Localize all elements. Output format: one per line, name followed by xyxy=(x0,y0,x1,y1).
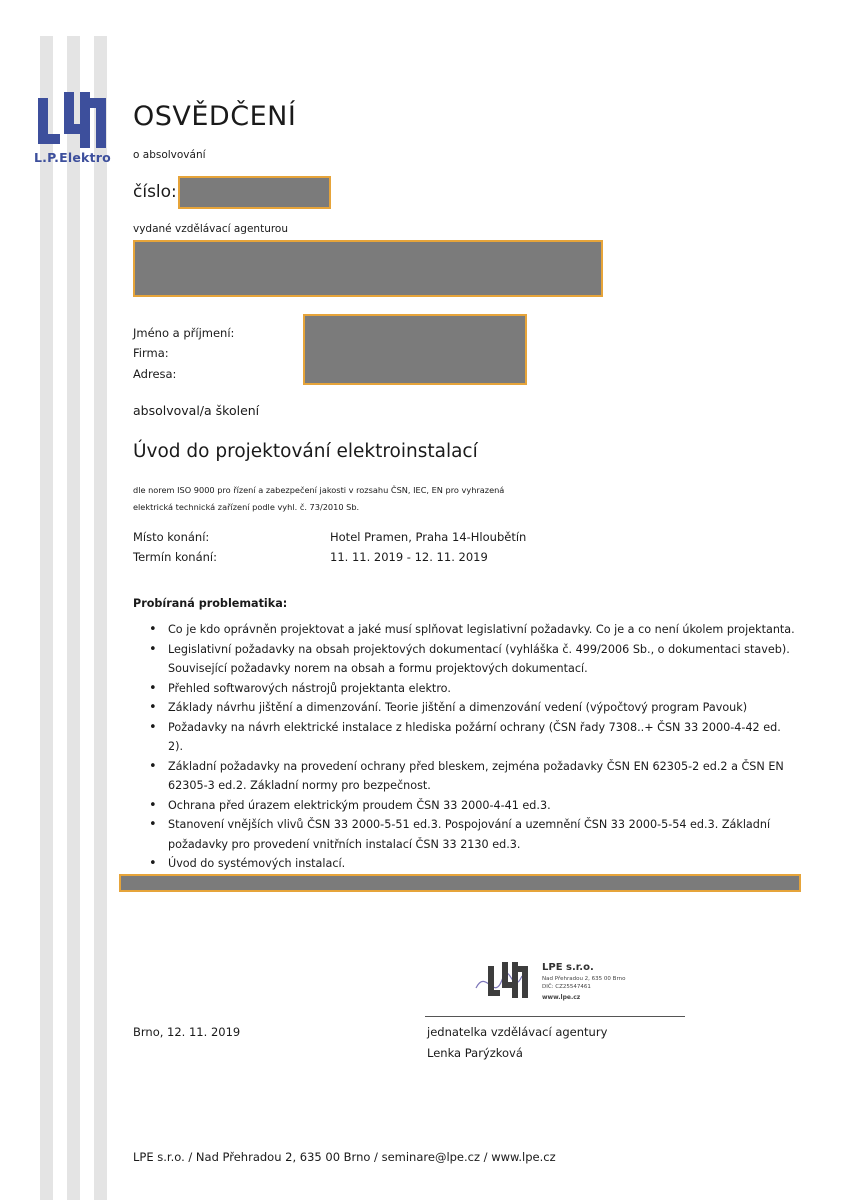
list-item: • Přehled softwarových nástrojů projektanta elektro. xyxy=(133,679,798,699)
redacted-number xyxy=(178,176,331,209)
redacted-bar xyxy=(119,874,801,892)
stamp-address: Nad Přehradou 2, 635 00 Brno xyxy=(542,976,626,982)
list-item: • Požadavky na návrh elektrické instalace z hlediska požární ochrany (ČSN řady 7308..+ ČSN 33 2000-4-42 ed. 2). xyxy=(133,718,798,757)
certificate-subtitle: o absolvování xyxy=(133,149,206,161)
redacted-person xyxy=(303,314,527,385)
signatory-role: jednatelka vzdělávací agentury xyxy=(427,1025,608,1039)
list-item: • Legislativní požadavky na obsah projektových dokumentací (vyhláška č. 499/2006 Sb., o dokumentaci staveb). Související požadavky norem na obsah a formu projektových dokumentací. xyxy=(133,640,798,679)
place-date: Brno, 12. 11. 2019 xyxy=(133,1025,241,1039)
decor-stripe-2 xyxy=(67,36,80,1200)
list-item: • Základy návrhu jištění a dimenzování. Teorie jištění a dimenzování vedení (výpočtový program Pavouk) xyxy=(133,698,798,718)
list-item: • Co je kdo oprávněn projektovat a jaké musí splňovat legislativní požadavky. Co je a co není úkolem projektanta. xyxy=(133,620,798,640)
footer-text: LPE s.r.o. / Nad Přehradou 2, 635 00 Brno / seminare@lpe.cz / www.lpe.cz xyxy=(133,1150,556,1164)
topics-heading: Probíraná problematika: xyxy=(133,597,288,610)
stamp-company: LPE s.r.o. xyxy=(542,962,594,973)
name-label: Jméno a příjmení: xyxy=(133,326,235,340)
stamp-ico: DIČ: CZ25547461 xyxy=(542,984,591,990)
certificate-title: OSVĚDČENÍ xyxy=(133,101,297,132)
place-label: Místo konání: xyxy=(133,530,210,544)
list-item: • Ochrana před úrazem elektrickým proudem ČSN 33 2000-4-41 ed.3. xyxy=(133,796,798,816)
course-note-1: dle norem ISO 9000 pro řízení a zabezpečení jakosti v rozsahu ČSN, IEC, EN pro vyhrazená xyxy=(133,485,505,495)
date-label: Termín konání: xyxy=(133,550,217,564)
decor-stripe-3 xyxy=(94,36,107,1200)
company-label: Firma: xyxy=(133,346,169,360)
course-note-2: elektrická technická zařízení podle vyhl. č. 73/2010 Sb. xyxy=(133,502,360,512)
list-item: • Úvod do systémových instalací. xyxy=(133,854,798,874)
list-item: • Základní požadavky na provedení ochrany před bleskem, zejména požadavky ČSN EN 62305-2 ed.2 a ČSN EN 62305-3 ed.2. Základní normy pro bezpečnost. xyxy=(133,757,798,796)
logo-text: L.P.Elektro xyxy=(34,150,111,165)
course-name: Úvod do projektování elektroinstalací xyxy=(133,441,478,462)
list-item: • Stanovení vnějších vlivů ČSN 33 2000-5-51 ed.3. Pospojování a uzemnění ČSN 33 2000-5-54 ed.3. Základní požadavky pro provedení vnitřních instalací ČSN 33 2130 ed.3. xyxy=(133,815,798,854)
completed-label: absolvoval/a školení xyxy=(133,403,260,418)
stamp-web: www.lpe.cz xyxy=(542,994,581,1001)
topics-list xyxy=(133,620,798,874)
date-value: 11. 11. 2019 - 12. 11. 2019 xyxy=(330,550,488,564)
place-value: Hotel Pramen, Praha 14-Hloubětín xyxy=(330,530,527,544)
decor-stripe-1 xyxy=(40,36,53,1200)
number-label: číslo: xyxy=(133,182,177,202)
signatory-name: Lenka Parýzková xyxy=(427,1046,523,1060)
company-stamp xyxy=(472,958,672,1008)
signature-line xyxy=(425,1016,685,1017)
redacted-agency xyxy=(133,240,603,297)
agency-label: vydané vzdělávací agenturou xyxy=(133,223,289,235)
address-label: Adresa: xyxy=(133,367,177,381)
